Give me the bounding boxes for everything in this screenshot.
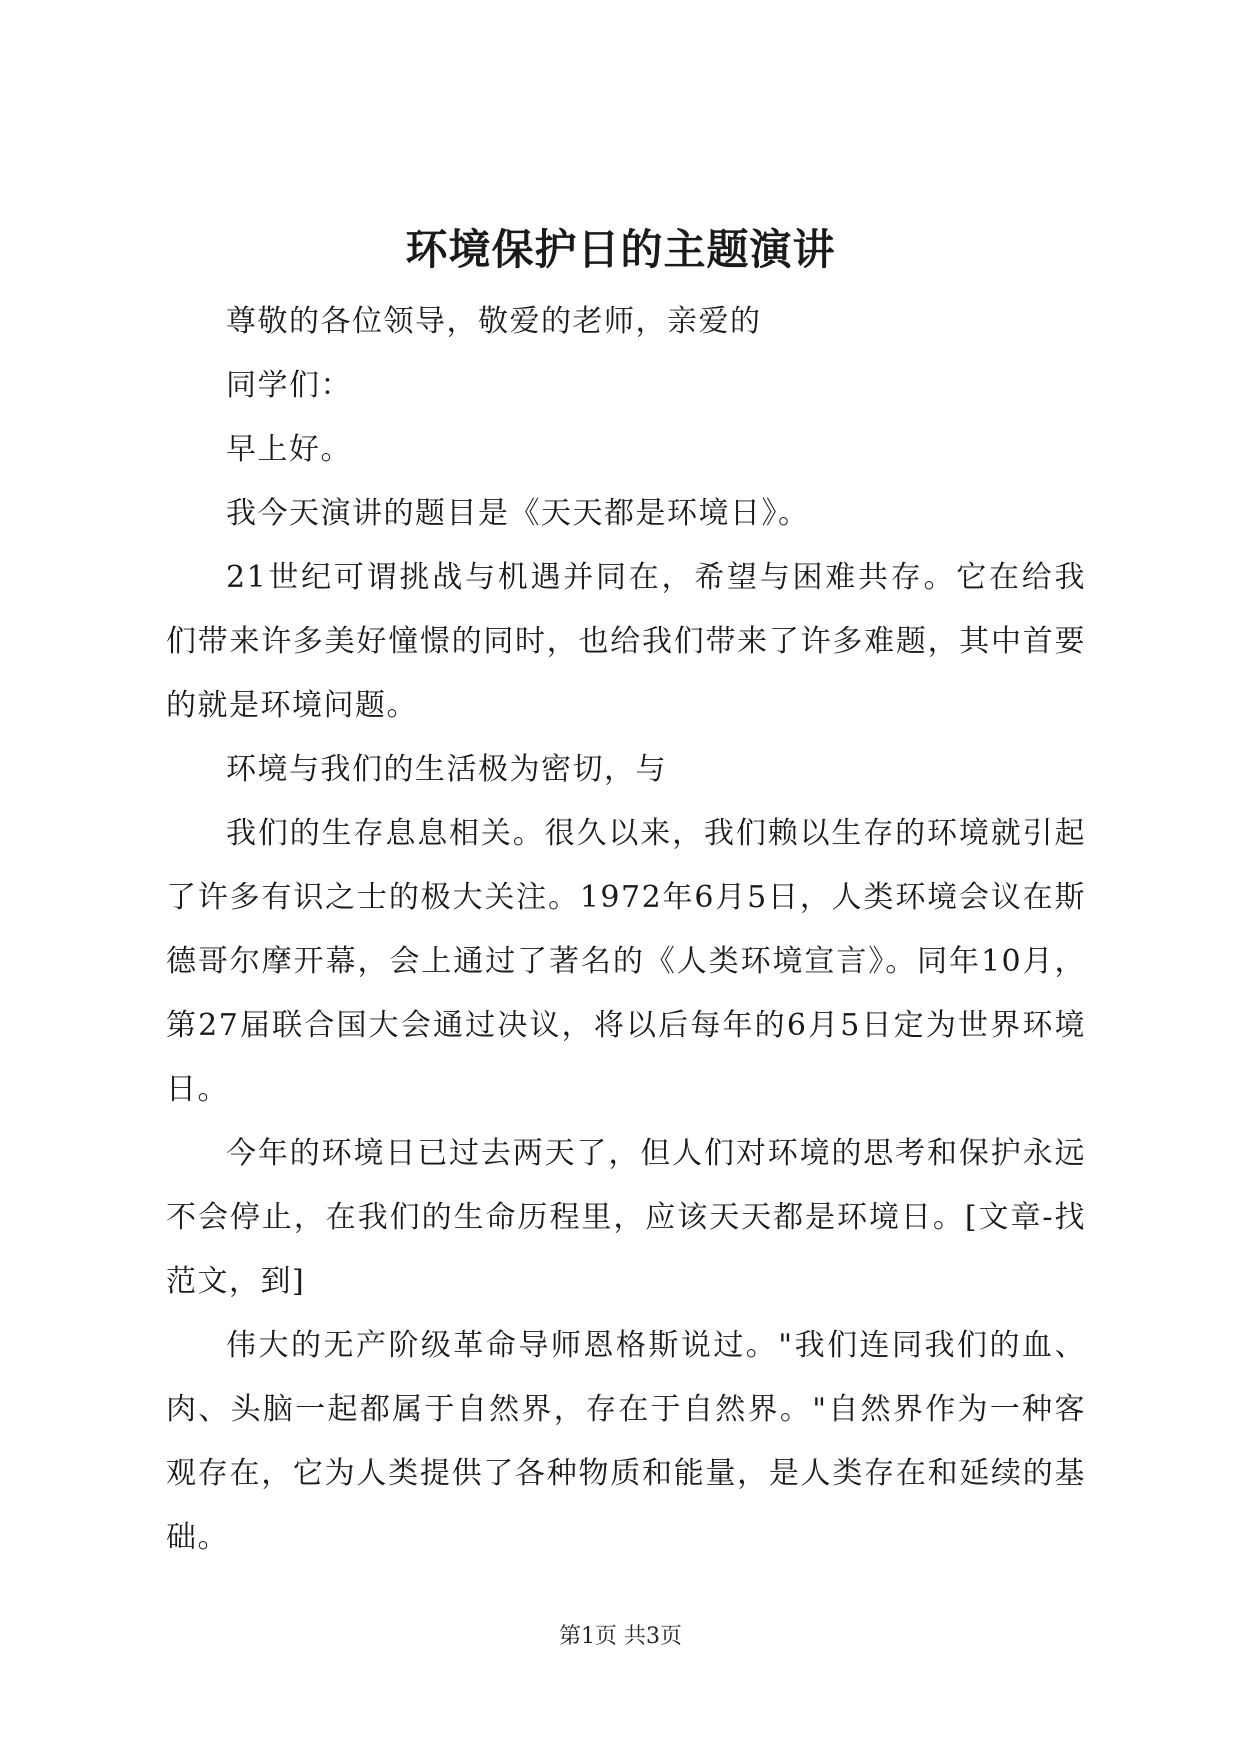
page-footer: 第1页 共3页: [559, 1624, 682, 1649]
paragraph-21st-century: 21世纪可谓挑战与机遇并同在，希望与困难共存。它在给我们带来许多美好憧憬的同时，也给我们带来了许多难题，其中首要的就是环境问题。: [166, 560, 1086, 723]
paragraph-greeting-continued: 同学们：: [226, 368, 352, 403]
document-title: 环境保护日的主题演讲: [405, 225, 836, 274]
paragraph-history: 我们的生存息息相关。很久以来，我们赖以生存的环境就引起了许多有识之士的极大关注。1972年6月5日，人类环境会议在斯德哥尔摩开幕，会上通过了著名的《人类环境宣言》。同年10月，第27届联合国大会通过决议，将以后每年的6月5日定为世界环境日。: [166, 816, 1086, 1107]
paragraph-engels: 伟大的无产阶级革命导师恩格斯说过。"我们连同我们的血、肉、头脑一起都属于自然界，存在于自然界。"自然界作为一种客观存在，它为人类提供了各种物质和能量，是人类存在和延续的基础。: [166, 1328, 1086, 1555]
paragraph-every-day: 今年的环境日已过去两天了，但人们对环境的思考和保护永远不会停止，在我们的生命历程里，应该天天都是环境日。[文章-找范文，到]: [166, 1136, 1086, 1299]
paragraph-topic: 我今天演讲的题目是《天天都是环境日》。: [226, 496, 810, 531]
paragraph-greeting: 尊敬的各位领导，敬爱的老师，亲爱的: [226, 304, 762, 339]
paragraph-environment-intro: 环境与我们的生活极为密切，与: [226, 752, 667, 787]
paragraph-good-morning: 早上好。: [226, 432, 352, 467]
document-body: [166, 290, 1086, 1570]
